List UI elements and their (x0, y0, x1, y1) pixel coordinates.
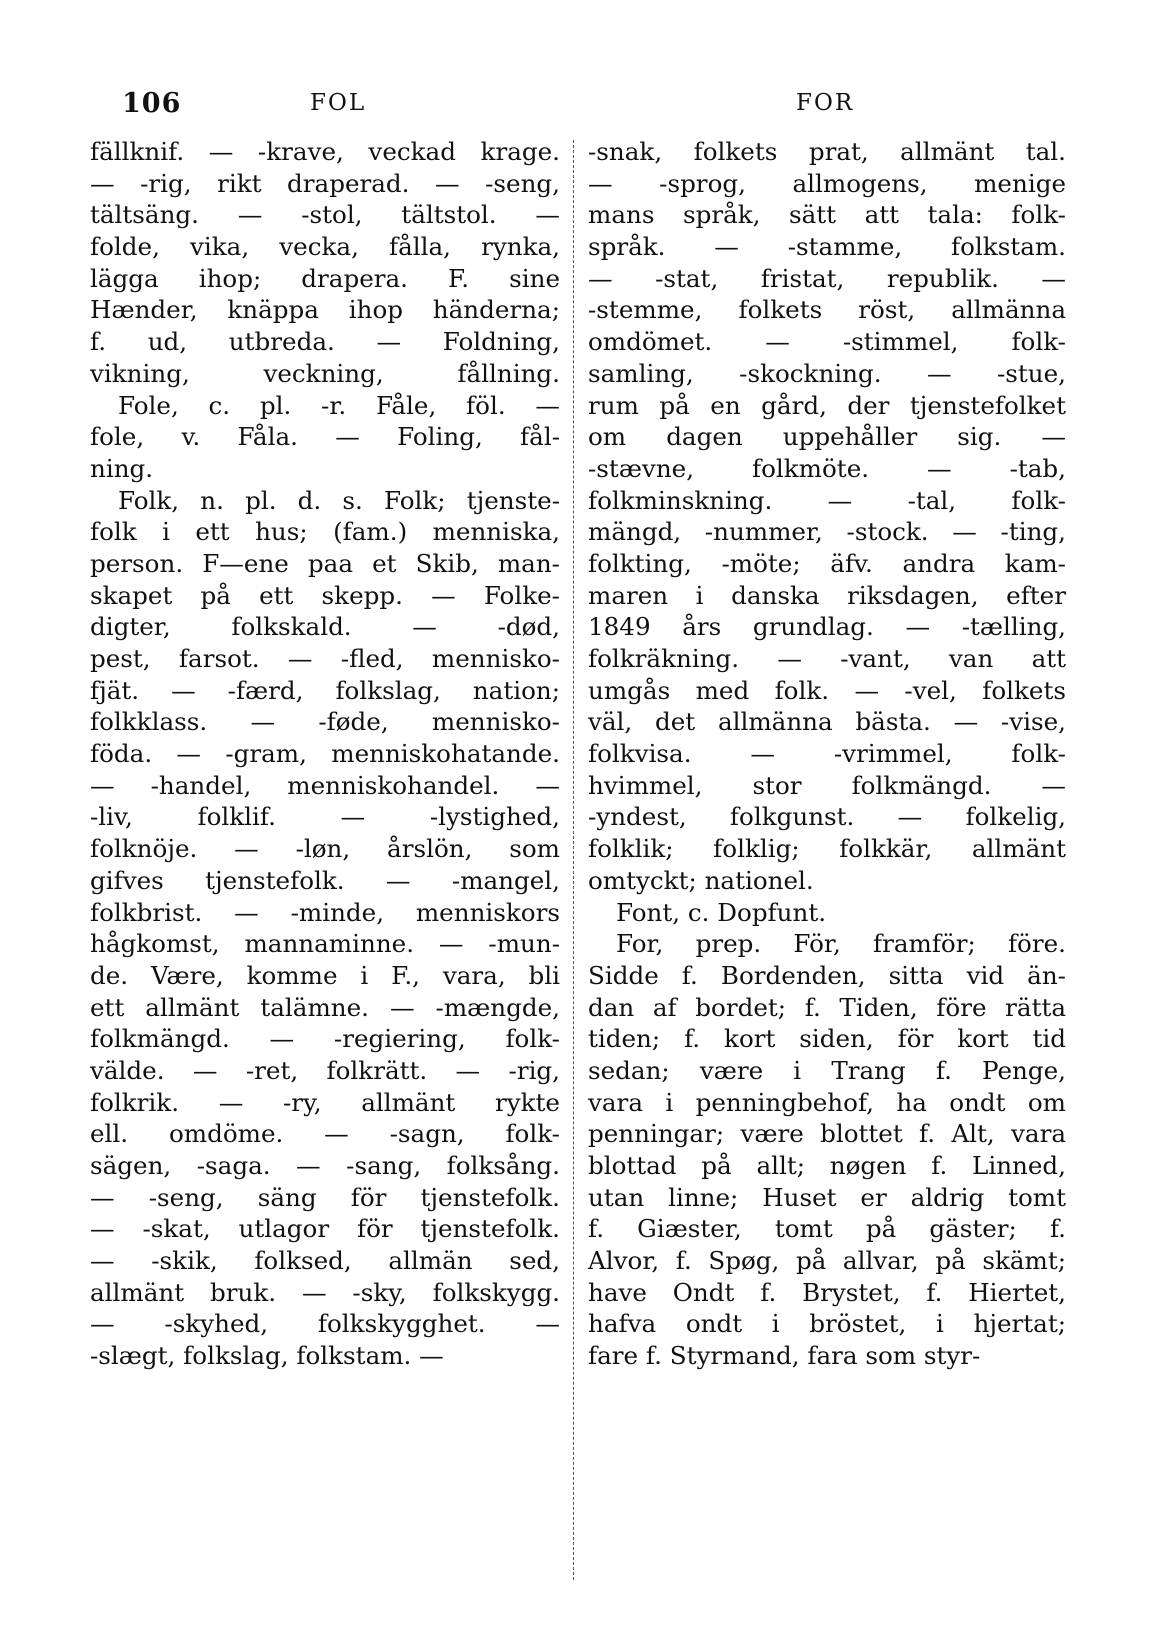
guide-word-right: FOR (796, 90, 855, 116)
dictionary-line: rum på en gård, der tjenstefolket (588, 390, 1066, 420)
dictionary-line: penningar; være blottet f. Alt, vara (588, 1119, 1066, 1149)
dictionary-line: allmänt bruk. — -sky, folkskygg. (90, 1277, 560, 1307)
dictionary-line: folkräkning. — -vant, van att (588, 644, 1066, 673)
dictionary-line: -yndest, folkgunst. — folkelig, (588, 802, 1066, 832)
dictionary-line: person. F—ene paa et Skib, man- (90, 548, 560, 578)
dictionary-line: folkklass. — -føde, mennisko- (90, 707, 560, 737)
dictionary-line: folklik; folklig; folkkär, allmänt (588, 834, 1066, 864)
page-header (96, 88, 1056, 128)
dictionary-line: fjät. — -færd, folkslag, nation; (90, 675, 560, 705)
dictionary-line: om dagen uppehåller sig. — (588, 422, 1066, 452)
dictionary-line: Sidde f. Bordenden, sitta vid än- (588, 960, 1066, 990)
dictionary-line: sägen, -saga. — -sang, folksång. (90, 1151, 560, 1180)
dictionary-line: — -stat, fristat, republik. — (588, 263, 1066, 293)
right-column (588, 136, 1066, 1372)
dictionary-line: pest, farsot. — -fled, mennisko- (90, 644, 560, 673)
dictionary-line: tältsäng. — -stol, tältstol. — (90, 200, 560, 230)
dictionary-line: folde, vika, vecka, fålla, rynka, (90, 232, 560, 262)
dictionary-line: folkminskning. — -tal, folk- (588, 485, 1066, 515)
dictionary-line: skapet på ett skepp. — Folke- (90, 580, 560, 610)
dictionary-line: — -handel, menniskohandel. — (90, 770, 560, 800)
dictionary-line: väl, det allmänna bästa. — -vise, (588, 707, 1066, 737)
dictionary-line: utan linne; Huset er aldrig tomt (588, 1182, 1066, 1212)
dictionary-line: — -sprog, allmogens, menige (588, 168, 1066, 198)
dictionary-line: folknöje. — -løn, årslön, som (90, 834, 560, 864)
dictionary-line: hafva ondt i bröstet, i hjertat; (588, 1309, 1066, 1339)
dictionary-line: — -skat, utlagor för tjenstefolk. (90, 1214, 560, 1244)
dictionary-line: digter, folkskald. — -død, (90, 612, 560, 642)
dictionary-line: — -skyhed, folkskygghet. — (90, 1309, 560, 1339)
dictionary-line: folkrik. — -ry, allmänt rykte (90, 1087, 560, 1117)
dictionary-line: de. Være, komme i F., vara, bli (90, 960, 560, 990)
dictionary-line: gifves tjenstefolk. — -mangel, (90, 865, 560, 895)
dictionary-line: mängd, -nummer, -stock. — -ting, (588, 517, 1066, 547)
dictionary-line: folkmängd. — -regiering, folk- (90, 1024, 560, 1054)
dictionary-line: folkvisa. — -vrimmel, folk- (588, 739, 1066, 769)
dictionary-line: dan af bordet; f. Tiden, före rätta (588, 992, 1066, 1022)
dictionary-line: Fole, c. pl. -r. Fåle, föl. — (118, 390, 560, 420)
dictionary-line: Hænder, knäppa ihop händerna; (90, 295, 560, 325)
dictionary-line: ning. (90, 453, 154, 483)
dictionary-line: — -rig, rikt draperad. — -seng, (90, 168, 560, 198)
dictionary-line: -stævne, folkmöte. — -tab, (588, 453, 1066, 483)
dictionary-line: — -seng, säng för tjenstefolk. (90, 1182, 560, 1212)
dictionary-line: Folk, n. pl. d. s. Folk; tjenste- (118, 485, 560, 515)
dictionary-line: -snak, folkets prat, allmänt tal. (588, 137, 1066, 166)
dictionary-line: maren i danska riksdagen, efter (588, 580, 1066, 610)
dictionary-line: have Ondt f. Brystet, f. Hiertet, (588, 1277, 1066, 1307)
dictionary-line: omtyckt; nationel. (588, 865, 814, 895)
dictionary-line: f. Giæster, tomt på gäster; f. (588, 1214, 1066, 1244)
dictionary-line: For, prep. För, framför; före. (616, 929, 1066, 959)
dictionary-line: -slægt, folkslag, folkstam. — (90, 1341, 444, 1371)
dictionary-line: vara i penningbehof, ha ondt om (588, 1087, 1066, 1117)
dictionary-line: hågkomst, mannaminne. — -mun- (90, 929, 560, 959)
dictionary-line: ett allmänt talämne. — -mængde, (90, 992, 560, 1022)
dictionary-line: folkbrist. — -minde, menniskors (90, 897, 560, 927)
dictionary-line: välde. — -ret, folkrätt. — -rig, (90, 1055, 560, 1085)
dictionary-line: Alvor, f. Spøg, på allvar, på skämt; (588, 1246, 1066, 1276)
dictionary-line: -liv, folklif. — -lystighed, (90, 802, 560, 832)
left-column (90, 136, 560, 1372)
dictionary-line: hvimmel, stor folkmängd. — (588, 770, 1066, 800)
dictionary-line: språk. — -stamme, folkstam. (588, 232, 1066, 262)
dictionary-line: tiden; f. kort siden, för kort tid (588, 1024, 1066, 1054)
dictionary-line: -stemme, folkets röst, allmänna (588, 295, 1066, 325)
dictionary-line: 1849 års grundlag. — -tælling, (588, 612, 1066, 642)
dictionary-line: Font, c. Dopfunt. (616, 897, 827, 927)
dictionary-line: umgås med folk. — -vel, folkets (588, 675, 1066, 705)
dictionary-line: blottad på allt; nøgen f. Linned, (588, 1151, 1066, 1180)
dictionary-line: omdömet. — -stimmel, folk- (588, 327, 1066, 357)
dictionary-line: folk i ett hus; (fam.) menniska, (90, 517, 560, 547)
dictionary-line: — -skik, folksed, allmän sed, (90, 1246, 560, 1276)
dictionary-line: föda. — -gram, menniskohatande. (90, 739, 560, 769)
dictionary-line: samling, -skockning. — -stue, (588, 358, 1066, 388)
dictionary-line: ell. omdöme. — -sagn, folk- (90, 1119, 560, 1149)
page-number: 106 (122, 88, 182, 119)
dictionary-line: f. ud, utbreda. — Foldning, (90, 327, 560, 357)
dictionary-line: fare f. Styrmand, fara som styr- (588, 1341, 981, 1371)
dictionary-line: fällknif. — -krave, veckad krage. (90, 137, 560, 166)
column-divider (573, 140, 574, 1580)
dictionary-line: mans språk, sätt att tala: folk- (588, 200, 1066, 230)
dictionary-line: vikning, veckning, fållning. (90, 358, 560, 388)
dictionary-line: lägga ihop; drapera. F. sine (90, 263, 560, 293)
guide-word-left: FOL (310, 90, 367, 116)
dictionary-line: folkting, -möte; äfv. andra kam- (588, 548, 1066, 578)
dictionary-line: fole, v. Fåla. — Foling, fål- (90, 422, 560, 452)
dictionary-line: sedan; være i Trang f. Penge, (588, 1055, 1066, 1085)
